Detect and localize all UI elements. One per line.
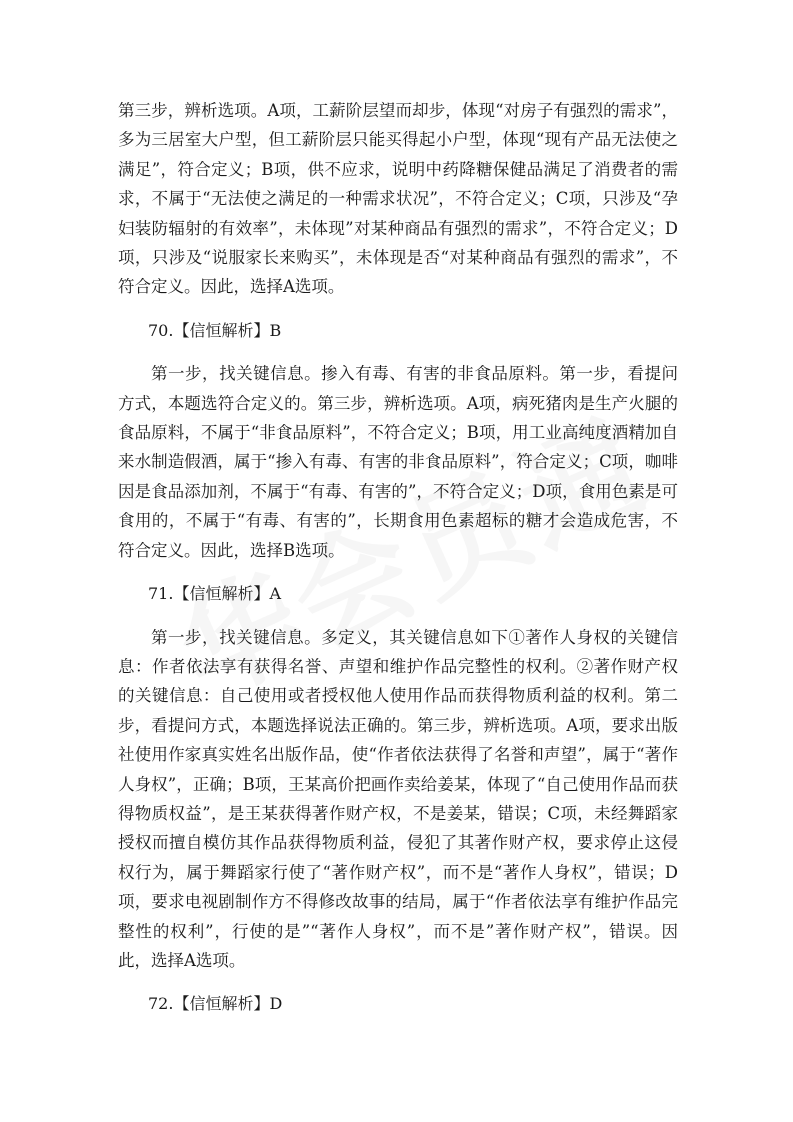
answer-heading-71: 71.【信恒解析】A: [148, 584, 282, 604]
paragraph-option-analysis-69: 第三步，辨析选项。A项，工薪阶层望而却步，体现“对房子有强烈的需求”，多为三居室大户型，但工薪阶层只能买得起小户型，体现“现有产品无法使之满足”，符合定义；B项，供不应求，说明中药降糖保健品满足了消费者的需求，不属于“无法使之满足的一种需求状况”，不符合定义；C项，只涉及“孕妇装防辐射的有效率”，未体现”对某种商品有强烈的需求”，不符合定义；D项，只涉及“说服家长来购买”，未体现是否“对某种商品有强烈的需求”，不符合定义。因此，选择A选项。: [118, 101, 678, 297]
paragraph-analysis-71: 第一步，找关键信息。多定义，其关键信息如下①著作人身权的关键信息：作者依法享有获得名誉、声望和维护作品完整性的权利。②著作财产权的关键信息：自己使用或者授权他人使用作品而获得物质利益的权利。第二步，看提问方式，本题选择说法正确的。第三步，辨析选项。A项，要求出版社使用作家真实姓名出版作品，使“作者依法获得了名誉和声望”，属于“著作人身权”，正确；B项，王某高价把画作卖给姜某，体现了“自己使用作品而获得物质权益”，是王某获得著作财产权，不是姜某，错误；C项，未经舞蹈家授权而擅自模仿其作品获得物质利益，侵犯了其著作财产权，要求停止这侵权行为，属于舞蹈家行使了“著作财产权”，而不是“著作人身权”，错误；D项，要求电视剧制作方不得修改故事的结局，属于“作者依法享有维护作品完整性的权利”，行使的是”“著作人身权”，而不是”著作财产权”，错误。因此，选择A选项。: [118, 627, 678, 970]
answer-heading-70: 70.【信恒解析】B: [148, 320, 282, 340]
paragraph-analysis-70: 第一步，找关键信息。掺入有毒、有害的非食品原料。第一步，看提问方式，本题选符合定义的。第三步，辨析选项。A项，病死猪肉是生产火腿的食品原料，不属于“非食品原料”，不符合定义；B项，用工业高纯度酒精加自来水制造假酒，属于“掺入有毒、有害的非食品原料”，符合定义；C项，咖啡因是食品添加剂，不属于“有毒、有害的”，不符合定义；D项，食用色素是可食用的，不属于“有毒、有害的”，长期食用色素超标的糖才会造成危害，不符合定义。因此，选择B选项。: [118, 364, 678, 560]
answer-heading-72: 72.【信恒解析】D: [148, 994, 283, 1014]
document-body: [118, 96, 678, 1019]
